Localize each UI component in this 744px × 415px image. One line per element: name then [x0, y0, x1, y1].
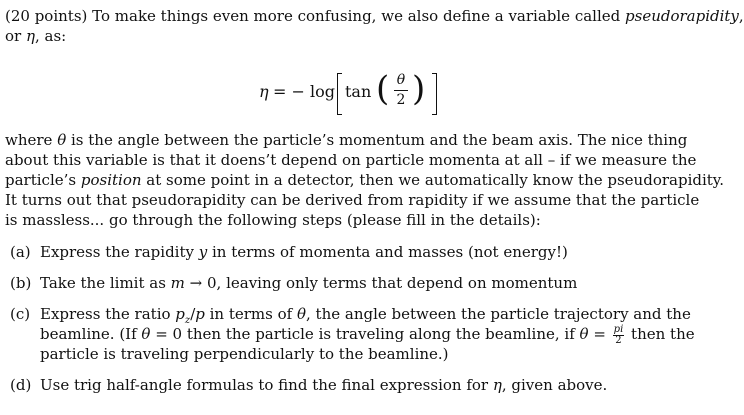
item-p: p	[195, 305, 205, 323]
intro-or: or	[5, 27, 26, 45]
item-var: η	[492, 376, 502, 394]
item-a-label: (a)	[10, 243, 31, 261]
item-pz: p	[175, 305, 185, 323]
body-emphasis: position	[80, 171, 142, 189]
body-line-3	[5, 170, 724, 190]
item-theta: θ	[579, 325, 589, 343]
item-c-line-2	[40, 324, 695, 346]
item-slash: /	[190, 305, 196, 323]
item-b-label: (b)	[10, 274, 32, 292]
item-text: particle is traveling perpendicularly to the beamline.)	[40, 345, 449, 363]
pseudorapidity-equation	[0, 71, 710, 121]
item-text: → 0, leaving only terms that depend on momentum	[184, 274, 578, 292]
item-text: in terms of momenta and masses (not energy!)	[207, 243, 568, 261]
intro-punct: ,	[738, 7, 744, 25]
item-var: m	[170, 274, 185, 292]
frac-num: pi	[613, 323, 624, 335]
eq-left-paren: (	[376, 69, 390, 109]
frac-den: 2	[615, 334, 622, 346]
item-text: then the	[626, 325, 695, 343]
item-theta: θ	[141, 325, 151, 343]
body-theta: θ	[57, 131, 67, 149]
intro-as: , as:	[34, 27, 67, 45]
item-theta: θ	[296, 305, 306, 323]
item-a-text	[40, 242, 568, 262]
item-text: Use trig half-angle formulas to find the final expression for	[40, 376, 493, 394]
body-text: particle’s	[5, 171, 81, 189]
body-line-4	[5, 190, 699, 210]
eq-tan: tan	[345, 82, 372, 101]
item-text: , given above.	[501, 376, 608, 394]
eq-fraction	[392, 71, 410, 110]
body-text: about this variable is that it doens’t depend on particle momenta at all – if we measure the	[5, 151, 697, 169]
body-text: is massless... go through the following steps (please fill in the details):	[5, 211, 541, 229]
item-text: Express the ratio	[40, 305, 176, 323]
body-text: is the angle between the particle’s momentum and the beam axis. The nice thing	[66, 131, 688, 149]
item-text: Express the rapidity	[40, 243, 199, 261]
eq-right-paren: )	[412, 69, 426, 109]
intro-line-2	[5, 26, 66, 46]
item-z-sub: z	[184, 315, 191, 326]
body-line-5	[5, 210, 541, 230]
intro-text: (20 points) To make things even more confusing, we also define a variable called	[5, 7, 626, 25]
eq-frac-theta: θ	[396, 72, 406, 88]
item-c-label: (c)	[10, 305, 31, 323]
item-b-text	[40, 273, 577, 293]
item-text: , the angle between the particle trajectory and the	[306, 305, 691, 323]
body-text: where	[5, 131, 58, 149]
body-line-2	[5, 150, 696, 170]
intro-eta: η	[25, 27, 35, 45]
item-text: Take the limit as	[40, 274, 171, 292]
item-var: y	[198, 243, 208, 261]
intro-line-1	[5, 6, 744, 26]
item-c-line-3	[40, 344, 449, 364]
item-text: in terms of	[204, 305, 297, 323]
eq-eta: η	[259, 82, 269, 101]
eq-equals-minus-log: = − log	[273, 82, 335, 101]
item-d-text	[40, 375, 607, 395]
item-text: =	[588, 325, 611, 343]
body-line-1	[5, 130, 687, 150]
intro-term: pseudorapidity	[625, 7, 739, 25]
pi-over-two-fraction	[613, 325, 625, 346]
item-text: beamline. (If	[40, 325, 142, 343]
eq-right-bracket	[432, 73, 437, 115]
item-d-label: (d)	[10, 376, 32, 394]
item-text: = 0 then the particle is traveling along the beamline, if	[150, 325, 580, 343]
eq-left-bracket	[337, 73, 342, 115]
body-text: at some point in a detector, then we automatically know the pseudorapidity.	[141, 171, 725, 189]
eq-frac-two: 2	[396, 92, 406, 108]
body-text: It turns out that pseudorapidity can be derived from rapidity if we assume that the particle	[5, 191, 700, 209]
